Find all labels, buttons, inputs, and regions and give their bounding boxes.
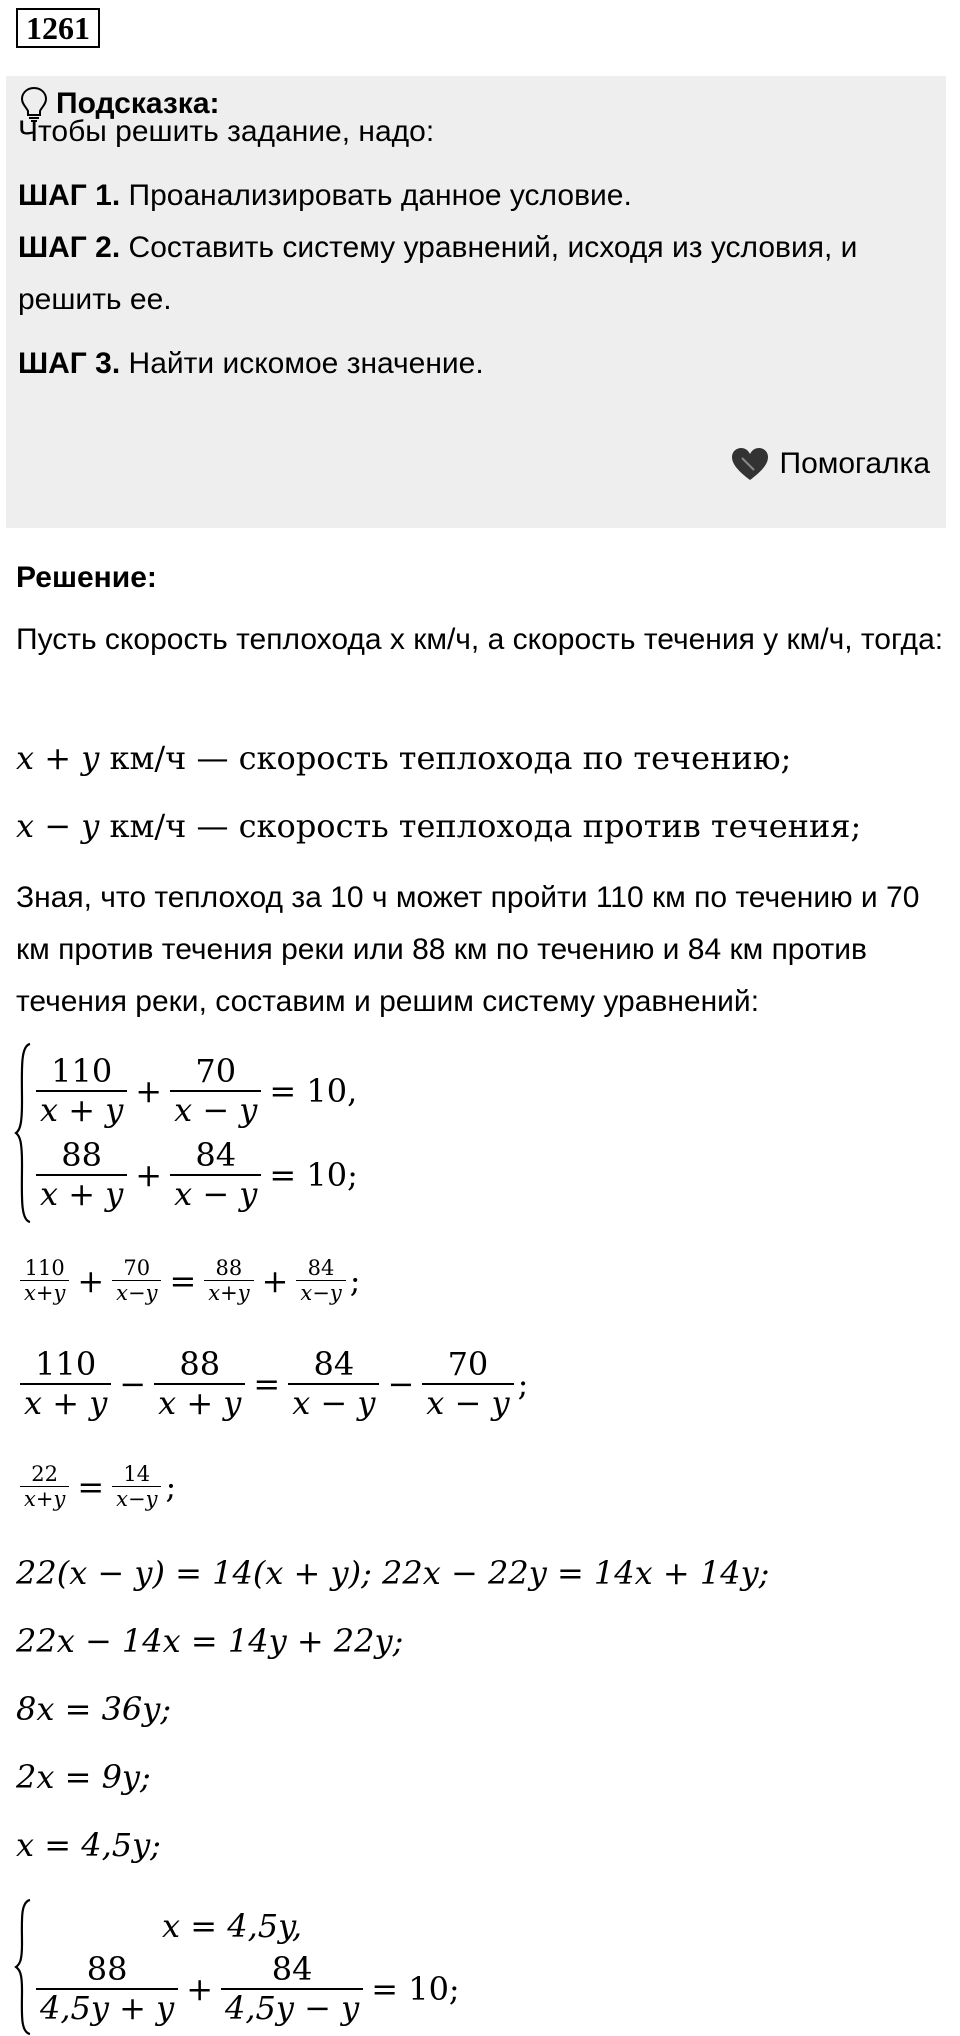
equation-4: 22(x − y) = 14(x + y); 22x − 22y = 14x + 14y; — [16, 1554, 770, 1592]
equation-2: $\frac{110}{x + y}$ − $\frac{88}{x + y}$ = $\frac{84}{x - y}$ − $\frac{70}{x - y}$ ; — [16, 1346, 528, 1422]
brace-icon — [14, 1898, 32, 2036]
equation-1: $\frac{110}{x+y}$ + $\frac{70}{x-y}$ = $\frac{88}{x+y}$ + $\frac{84}{x-y}$ ; — [16, 1256, 360, 1305]
equation-system-1 — [14, 1042, 362, 1224]
system-2-row-2: $\frac{88}{4,5y + y}$ + $\frac{84}{4,5y - y}$ = 10; — [32, 1951, 464, 2027]
hint-box — [6, 76, 946, 528]
hint-title-text: Подсказка: — [56, 87, 220, 120]
condition-paragraph: Зная, что теплоход за 10 ч может пройти 110 км по течению и 70 км против течения реки или 88 км по течению и 84 км против течения реки, составим и решим систему уравнений: — [16, 881, 920, 1018]
equation-7: 2x = 9y; — [16, 1758, 151, 1796]
hint-step-3: ШАГ 3. Найти искомое значение. — [18, 347, 484, 380]
hint-step-2: ШАГ 2. Составить систему уравнений, исходя из условия, и решить ее. — [18, 231, 858, 316]
system-2-row-1: x = 4,5y, — [162, 1907, 303, 1946]
equation-3: $\frac{22}{x+y}$ = $\frac{14}{x-y}$ ; — [16, 1462, 176, 1511]
equation-system-2 — [14, 1898, 464, 2036]
helper-link[interactable] — [730, 446, 931, 482]
system-1-row-1: $\frac{110}{x + y}$ + $\frac{70}{x - y}$ = 10, — [32, 1053, 362, 1129]
solution-intro: Пусть скорость теплохода x км/ч, а скорость течения y км/ч, тогда: — [16, 623, 944, 656]
hint-step-1: ШАГ 1. Проанализировать данное условие. — [18, 179, 632, 212]
equation-8: x = 4,5y; — [16, 1826, 161, 1864]
helper-label: Помогалка — [779, 447, 930, 480]
system-1-row-2: $\frac{88}{x + y}$ + $\frac{84}{x - y}$ = 10; — [32, 1137, 362, 1213]
brace-icon — [14, 1042, 32, 1224]
equation-6: 8x = 36y; — [16, 1690, 172, 1728]
hint-intro: Чтобы решить задание, надо: — [18, 115, 435, 148]
heart-icon — [730, 446, 770, 482]
line-upstream: x − y км/ч — скорость теплохода против течения; — [16, 807, 862, 845]
task-number: 1261 — [16, 8, 100, 48]
solution-title: Решение: — [16, 561, 157, 594]
line-downstream: x + y км/ч — скорость теплохода по течению; — [16, 739, 792, 777]
equation-5: 22x − 14x = 14y + 22y; — [16, 1622, 404, 1660]
